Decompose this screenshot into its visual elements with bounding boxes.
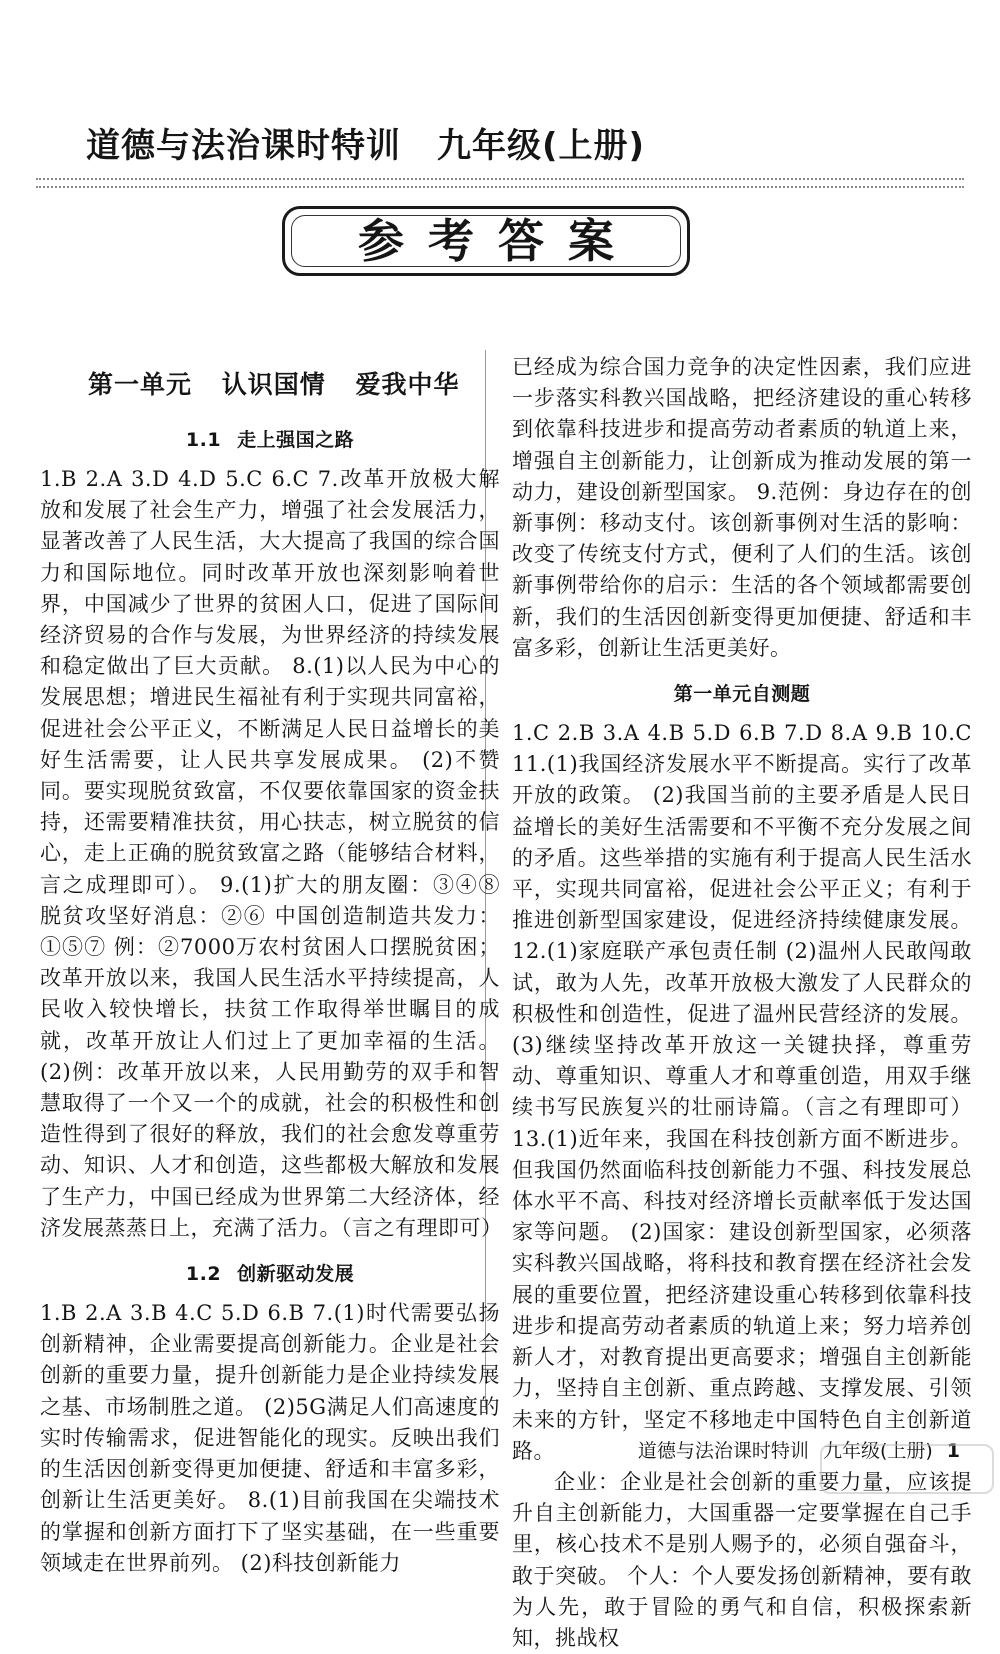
- watermark-logo: [820, 1444, 994, 1494]
- section-heading-1-1: [40, 416, 500, 464]
- section-heading-1-2: [40, 1250, 500, 1298]
- banner-title: 参考答案: [358, 214, 638, 268]
- answers-1-2: 1.B 2.A 3.B 4.C 5.D 6.B 7.(1)时代需要弘扬创新精神，企业需要提高创新能力。企业是社会创新的重要力量，提升创新能力是企业持续发展之基、市场制胜之道。 (2)5G满足人们高速度的实时传输需求，促进智能化的现实。反映出我们的生活因创新变得更加便捷、舒适和丰富多彩，创新让生活更美好。 8.(1)目前我国在尖端技术的掌握和创新方面打下了坚实基础，在一些重要领域走在世界前列。 (2)科技创新能力: [40, 1301, 500, 1575]
- unit-part1: 认识国情: [221, 370, 326, 399]
- page-number: 1: [946, 1440, 960, 1462]
- unit-label: 第一单元: [88, 370, 193, 399]
- answers-unit-test-continued: 企业：企业是社会创新的重要力量，应该提升自主创新能力，大国重器一定要掌握在自己手里，核心技术不是别人赐予的，必须自强奋斗，敢于突破。 个人：个人要发扬创新精神，要有敢为人先，敢于冒险的勇气和自信，积极探索新知，挑战权: [512, 1469, 972, 1650]
- section-title: 第一单元自测题: [673, 683, 811, 706]
- section-title: 走上强国之路: [237, 429, 355, 451]
- answers-1-2-continued: 已经成为综合国力竞争的决定性因素，我们应进一步落实科教兴国战略，把经济建设的重心转移到依靠科技进步和提高劳动者素质的轨道上来，增强自主创新能力，让创新成为推动发展的第一动力，建设创新型国家。 9.范例：身边存在的创新事例：移动支付。该创新事例对生活的影响：改变了传统支付方式，便利了人们的生活。该创新事例带给你的启示：生活的各个领域都需要创新，我们的生活因创新变得更加便捷、舒适和丰富多彩，创新让生活更美好。: [512, 355, 972, 660]
- answers-unit-test: 1.C 2.B 3.A 4.B 5.D 6.B 7.D 8.A 9.B 10.C 11.(1)我国经济发展水平不断提高。实行了改革开放的政策。 (2)我国当前的主要矛盾是人民日益增长的美好生活需要和不平衡不充分发展之间的矛盾。这些举措的实施有利于提高人民生活水平，实现共同富裕，促进社会公平正义；有利于推进创新型国家建设，促进经济持续健康发展。 12.(1)家庭联产承包责任制 (2)温州人民敢闯敢试，敢为人先，改革开放极大激发了人民群众的积极性和创造性，促进了温州民营经济的发展。 (3)继续坚持改革开放这一关键抉择，尊重劳动、尊重知识、尊重人才和尊重创造，用双手继续书写民族复兴的壮丽诗篇。（言之有理即可） 13.(1)近年来，我国在科技创新方面不断进步。但我国仍然面临科技创新能力不强、科技发展总体水平不高、科技对经济增长贡献率低于发达国家等问题。 (2)国家：建设创新型国家，必须落实科教兴国战略，将科技和教育摆在经济社会发展的重要位置，把经济建设重心转移到依靠科技进步和提高劳动者素质的轨道上来；努力培养创新人才，对教育提出更高要求；增强自主创新能力，坚持自主创新、重点跨越、支撑发展、引领未来的方针，坚定不移地走中国特色自主创新道路。: [512, 721, 972, 1463]
- footer-grade: 九年级(上册): [822, 1440, 933, 1462]
- book-title: 道德与法治课时特训: [86, 126, 401, 166]
- section-title: 创新驱动发展: [237, 1263, 355, 1286]
- answers-1-1: 1.B 2.A 3.D 4.D 5.C 6.C 7.改革开放极大解放和发展了社会生产力，增强了社会发展活力，显著改善了人民生活，大大提高了我国的综合国力和国际地位。同时改革开放也深刻影响着世界，中国减少了世界的贫困人口，促进了国际间经济贸易的合作与发展，为世界经济的持续发展和稳定做出了巨大贡献。 8.(1)以人民为中心的发展思想；增进民生福祉有利于实现共同富裕，促进社会公平正义，不断满足人民日益增长的美好生活需要，让人民共享发展成果。 (2)不赞同。要实现脱贫致富，不仅要依靠国家的资金扶持，还需要精准扶贫，用心扶志，树立脱贫的信心，走上正确的脱贫致富之路（能够结合材料，言之成理即可）。 9.(1)扩大的朋友圈：③④⑧ 脱贫攻坚好消息：②⑥ 中国创造制造共发力：①⑤⑦ 例：②7000万农村贫困人口摆脱贫困；改革开放以来，我国人民生活水平持续提高，人民收入较快增长，扶贫工作取得举世瞩目的成就，改革开放让人们过上了更加幸福的生活。 (2)例：改革开放以来，人民用勤劳的双手和智慧取得了一个又一个的成就，社会的积极性和创造性得到了很好的释放，我们的社会愈发尊重劳动、知识、人才和创造，这些都极大解放和发展了生产力，中国已经成为世界第二大经济体，经济发展蒸蒸日上，充满了活力。（言之有理即可）: [40, 467, 503, 1240]
- page-title: [86, 118, 646, 167]
- section-number: 1.1: [185, 429, 222, 451]
- unit-heading: [88, 360, 500, 410]
- unit-part2: 爱我中华: [355, 370, 460, 399]
- grade-label: 九年级(上册): [437, 126, 646, 166]
- answer-banner: [282, 206, 690, 276]
- section-number: 1.2: [185, 1263, 222, 1286]
- left-column: [40, 352, 503, 1579]
- footer-title: 道德与法治课时特训: [637, 1440, 809, 1462]
- header-rule-bottom: [36, 186, 964, 188]
- header-rule-top: [36, 178, 964, 180]
- section-heading-unit-test: [512, 670, 972, 718]
